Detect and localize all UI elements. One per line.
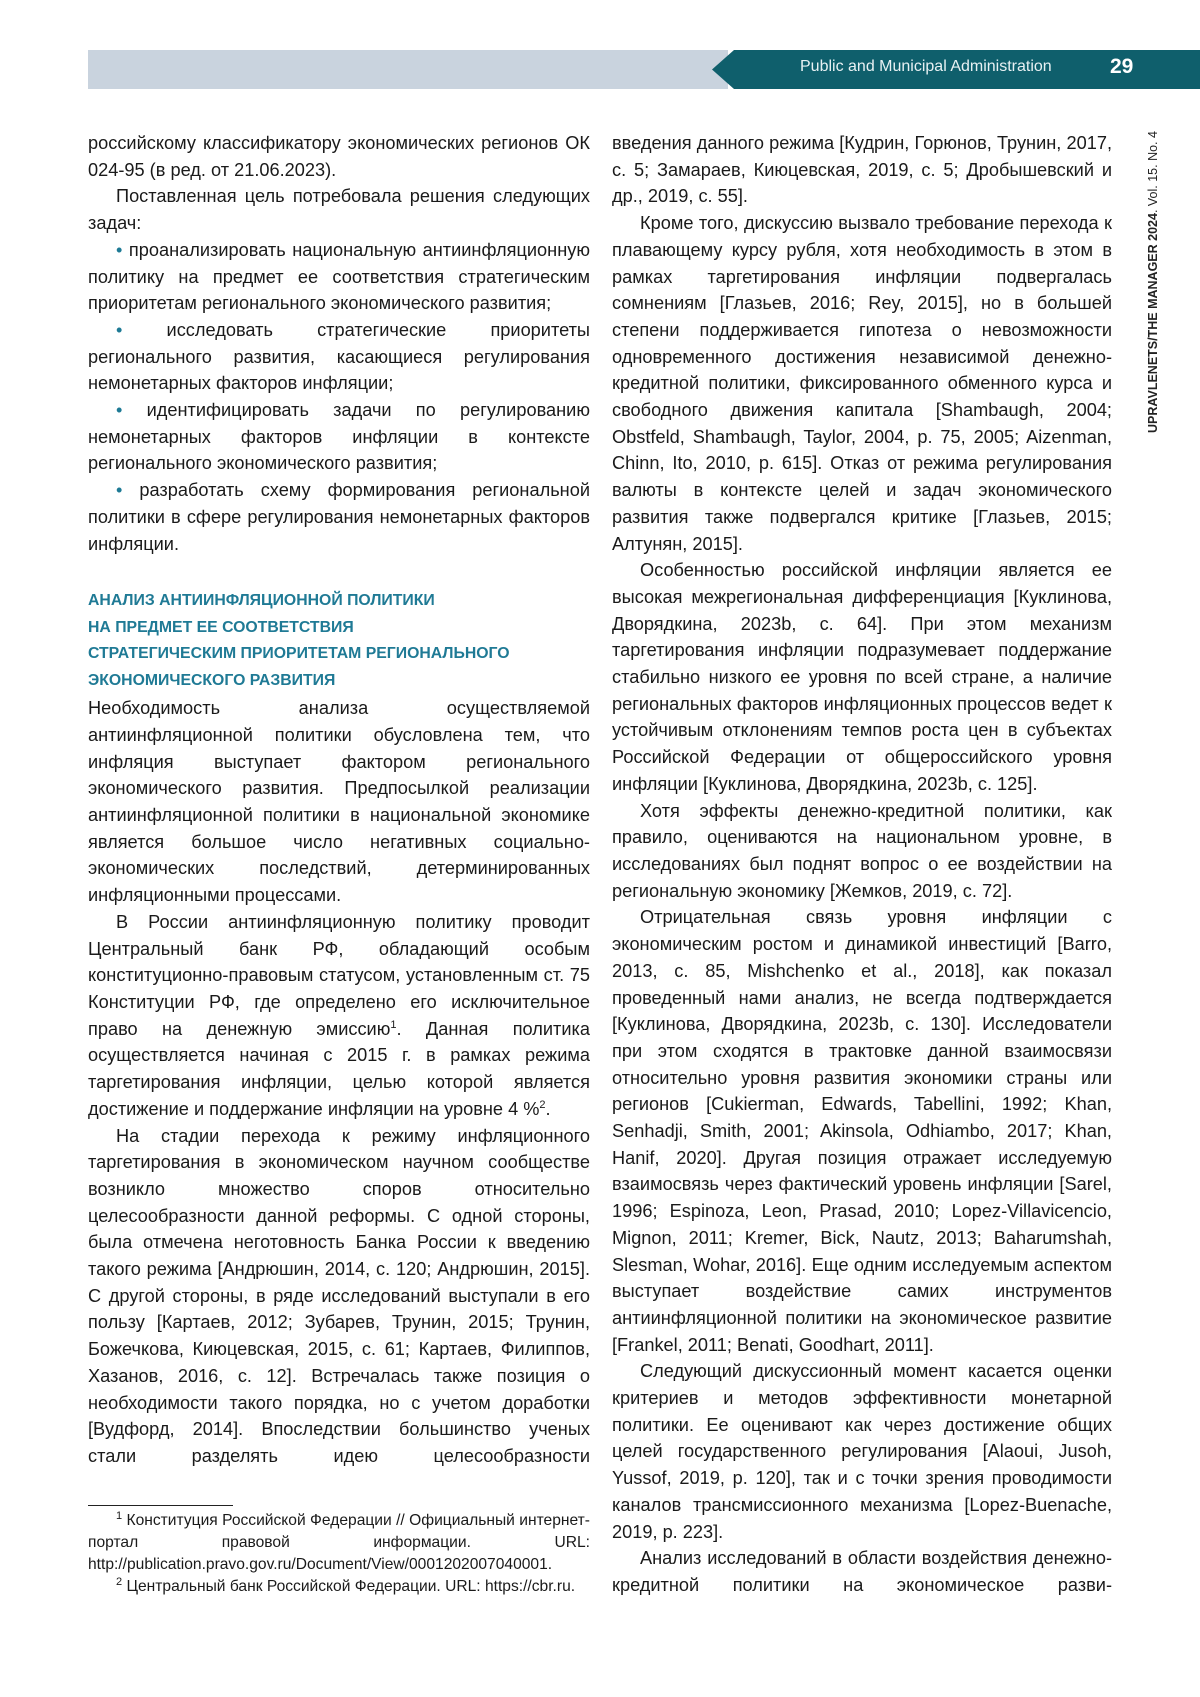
paragraph: введения данного режима [Кудрин, Горюнов, Трунин, 2017, с. 5; Замараев, Киюцевская, 2019, с. 5; Дробышевский и др., 2019, с. 55].	[612, 130, 1112, 210]
footnote-text: Центральный банк Российской Федерации. URL: https://cbr.ru.	[122, 1578, 575, 1595]
footnote	[88, 1576, 590, 1598]
journal-volume: . Vol. 15. No. 4	[1146, 131, 1160, 213]
bullet-icon: •	[116, 320, 122, 340]
footnote-number: 1	[116, 1510, 122, 1522]
list-item-text: разработать схему формирования региональной политики в сфере регулирования немонетарных факторов инфляции.	[88, 480, 590, 553]
footnote-ref[interactable]: 1	[390, 1019, 396, 1031]
paragraph: Поставленная цель потребовала решения следующих задач:	[88, 183, 590, 236]
footnote-text: Конституция Российской Федерации // Официальный интернет-портал правовой информации. URL: http://publication.pravo.gov.ru/Document/View/0001202007040001.	[88, 1512, 590, 1573]
bullet-icon: •	[116, 400, 122, 420]
paragraph: Необходимость анализа осуществляемой антиинфляционной политики обусловлена тем, что инфляция выступает фактором регионального экономического развития. Предпосылкой реализации антиинфляционной политики в национальной экономике является большое число негативных социально-экономических последствий, детерминированных инфляционными процессами.	[88, 695, 590, 909]
paragraph: Следующий дискуссионный момент касается оценки критериев и методов эффективности монетарной политики. Ее оценивают как через достижение общих целей государственного регулирования [Alaoui, Jusoh, Yussof, 2019, p. 120], так и с точки зрения проводимости каналов трансмиссионного механизма [Lopez-Buenache, 2019, p. 223].	[612, 1358, 1112, 1545]
paragraph: российскому классификатору экономических регионов ОК 024-95 (в ред. от 21.06.2023).	[88, 130, 590, 183]
text: .	[546, 1099, 551, 1119]
list-item-text: проанализировать национальную антиинфляционную политику на предмет ее соответствия стратегическим приоритетам регионального экономического развития;	[88, 240, 590, 313]
header-band	[88, 50, 728, 89]
footnote-number: 2	[116, 1576, 122, 1588]
section-heading	[88, 588, 590, 694]
right-column	[612, 130, 1112, 1599]
heading-line: ЭКОНОМИЧЕСКОГО РАЗВИТИЯ	[88, 668, 590, 695]
journal-side-label	[1146, 131, 1160, 433]
paragraph: На стадии перехода к режиму инфляционного таргетирования в экономическом научном сообществе возникло множество споров относительно целесообразности данной реформы. С одной стороны, была отмечена неготовность Банка России к введению такого режима [Андрюшин, 2014, с. 120; Андрюшин, 2015]. С другой стороны, в ряде исследований выступали в его пользу [Картаев, 2012; Зубарев, Трунин, 2015; Трунин, Божечкова, Киюцевская, 2015, с. 61; Картаев, Филиппов, Хазанов, 2016, с. 12]. Встречалась также позиция о необходимости такого порядка, но с учетом доработки [Вудфорд, 2014]. Впоследствии большинство ученых стали разделять идею целесообразности	[88, 1123, 590, 1470]
paragraph: Особенностью российской инфляции является ее высокая межрегиональная дифференциация [Куклинова, Дворядкина, 2023b, с. 64]. При этом механизм таргетирования инфляции подразумевает поддержание стабильно низкого ее уровня по всей стране, а наличие региональных факторов инфляционных процессов ведет к устойчивым отклонениям темпов роста цен в субъектах Российской Федерации от общероссийского уровня инфляции [Куклинова, Дворядкина, 2023b, с. 125].	[612, 557, 1112, 797]
list-item	[88, 317, 590, 397]
paragraph: Кроме того, дискуссию вызвало требование перехода к плавающему курсу рубля, хотя необходимость в этом в рамках таргетирования инфляции подвергалась сомнениям [Глазьев, 2016; Rey, 2015], но в большей степени поддерживается гипотеза о невозможности одновременного достижения независимой денежно-кредитной политики, фиксированного обменного курса и свободного движения капитала [Shambaugh, 2004; Obstfeld, Shambaugh, Taylor, 2004, p. 75, 2005; Aizenman, Chinn, Ito, 2010, p. 615]. Отказ от режима регулирования валюты в контексте целей и задач экономического развития также подвергался критике [Глазьев, 2015; Алтунян, 2015].	[612, 210, 1112, 557]
footnote-divider	[88, 1505, 233, 1506]
bullet-icon: •	[116, 240, 122, 260]
paragraph: Отрицательная связь уровня инфляции с экономическим ростом и динамикой инвестиций [Barro, 2013, c. 85, Mishchenko et al., 2018], как показал проведенный нами анализ, не всегда подтверждается [Куклинова, Дворядкина, 2023b, с. 130]. Исследователи при этом сходятся в трактовке данной взаимосвязи относительно уровня развития экономики страны или регионов [Cukierman, Edwards, Tabellini, 1992; Khan, Senhadji, Smith, 2001; Akinsola, Odhiambo, 2017; Khan, Hanif, 2020]. Другая позиция отражает исследуемую взаимосвязь через фактический уровень инфляции [Sarel, 1996; Espinoza, Leon, Prasad, 2010; Lopez-Villavicencio, Mignon, 2011; Kremer, Bick, Nautz, 2013; Baharumshah, Slesman, Wohar, 2016]. Еще одним исследуемым аспектом выступает воздействие самих инструментов антиинфляционной политики на экономическое развитие [Frankel, 2011; Benati, Goodhart, 2011].	[612, 904, 1112, 1358]
section-title: Public and Municipal Administration	[800, 58, 1052, 76]
list-item	[88, 397, 590, 477]
list-item	[88, 477, 590, 557]
journal-name: UPRAVLENETS/THE MANAGER 2024	[1146, 213, 1160, 433]
list-item	[88, 237, 590, 317]
page-number: 29	[1110, 55, 1133, 79]
text: В России антиинфляционную политику проводит Центральный банк РФ, обладающий особым конституционно-правовым статусом, установленным ст. 75 Конституции РФ, где определено его исключительное право на денежную эмиссию	[88, 912, 590, 1039]
list-item-text: идентифицировать задачи по регулированию немонетарных факторов инфляции в контексте регионального экономического развития;	[88, 400, 590, 473]
paragraph	[88, 909, 590, 1123]
paragraph: Хотя эффекты денежно-кредитной политики, как правило, оцениваются на национальном уровне, в исследованиях был поднят вопрос о ее воздействии на региональную экономику [Жемков, 2019, с. 72].	[612, 798, 1112, 905]
left-column	[88, 130, 590, 1470]
heading-line: СТРАТЕГИЧЕСКИМ ПРИОРИТЕТАМ РЕГИОНАЛЬНОГО	[88, 641, 590, 668]
paragraph: Анализ исследований в области воздействия денежно-кредитной политики на экономическое разви-	[612, 1545, 1112, 1598]
list-item-text: исследовать стратегические приоритеты регионального развития, касающиеся регулирования немонетарных факторов инфляции;	[88, 320, 590, 393]
footnotes	[88, 1510, 590, 1598]
text: . Данная политика осуществляется начиная с 2015 г. в рамках режима таргетирования инфляции, целью которой является достижение и поддержание инфляции на уровне 4 %	[88, 1019, 590, 1119]
heading-line: АНАЛИЗ АНТИИНФЛЯЦИОННОЙ ПОЛИТИКИ	[88, 588, 590, 615]
heading-line: НА ПРЕДМЕТ ЕЕ СООТВЕТСТВИЯ	[88, 615, 590, 642]
footnote	[88, 1510, 590, 1576]
bullet-icon: •	[116, 480, 122, 500]
footnote-ref[interactable]: 2	[539, 1099, 545, 1111]
